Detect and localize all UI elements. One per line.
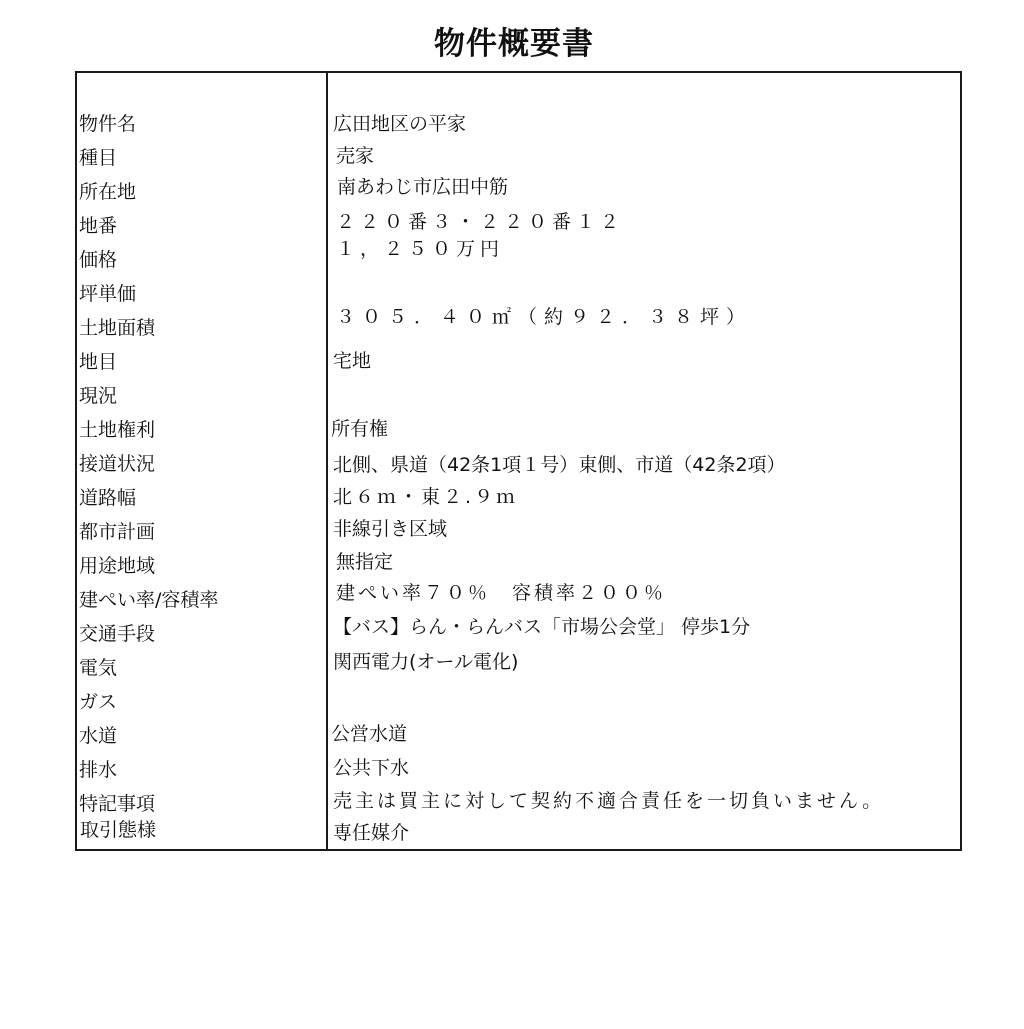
value-type: 売家 [336,145,375,167]
value-price: １，２５０万円 [336,238,505,260]
value-special-notes: 売主は買主に対して契約不適合責任を一切負いません。 [333,790,885,812]
label-lot-number: 地番 [79,215,118,237]
value-electricity: 関西電力(オール電化) [333,651,519,673]
value-land-area: ３０５．４０㎡（約９２．３８坪） [336,306,753,328]
label-price: 価格 [79,249,118,271]
label-type: 種目 [79,147,118,169]
label-city-planning: 都市計画 [79,521,156,543]
label-road-access: 接道状況 [79,453,156,475]
value-land-rights: 所有権 [331,418,389,440]
value-coverage-ratio: 建ぺい率７０％ 容積率２００％ [336,582,667,604]
label-price-per-tsubo: 坪単価 [79,283,137,305]
label-electricity: 電気 [79,657,118,679]
label-transaction-type: 取引態様 [80,819,157,841]
value-zoning: 無指定 [336,551,394,573]
value-city-planning: 非線引き区域 [333,518,448,540]
column-divider [326,72,328,851]
value-transaction-type: 専任媒介 [333,822,410,844]
value-location: 南あわじ市広田中筋 [337,176,509,198]
value-property-name: 広田地区の平家 [333,113,467,135]
label-transportation: 交通手段 [79,623,156,645]
value-land-category: 宅地 [333,350,372,372]
label-land-category: 地目 [79,351,118,373]
label-property-name: 物件名 [79,113,137,135]
label-current-status: 現況 [79,385,118,407]
value-lot-number: ２２０番３・２２０番１２ [336,211,625,233]
label-zoning: 用途地域 [79,555,156,577]
label-gas: ガス [79,691,118,713]
label-drainage: 排水 [79,759,118,781]
document-title: 物件概要書 [434,26,594,62]
label-land-rights: 土地権利 [79,419,156,441]
label-road-width: 道路幅 [79,487,137,509]
value-transportation: 【バス】らん・らんバス「市場公会堂」 停歩1分 [333,616,751,638]
label-special-notes: 特記事項 [79,793,156,815]
label-land-area: 土地面積 [79,317,156,339]
value-water: 公営水道 [331,723,408,745]
label-coverage-ratio: 建ぺい率/容積率 [79,589,219,611]
label-location: 所在地 [79,181,137,203]
label-water: 水道 [79,725,118,747]
value-drainage: 公共下水 [333,757,410,779]
value-road-width: 北６ｍ・東２.９ｍ [333,486,519,508]
value-road-access: 北側、県道（42条1項１号）東側、市道（42条2項） [333,454,786,476]
